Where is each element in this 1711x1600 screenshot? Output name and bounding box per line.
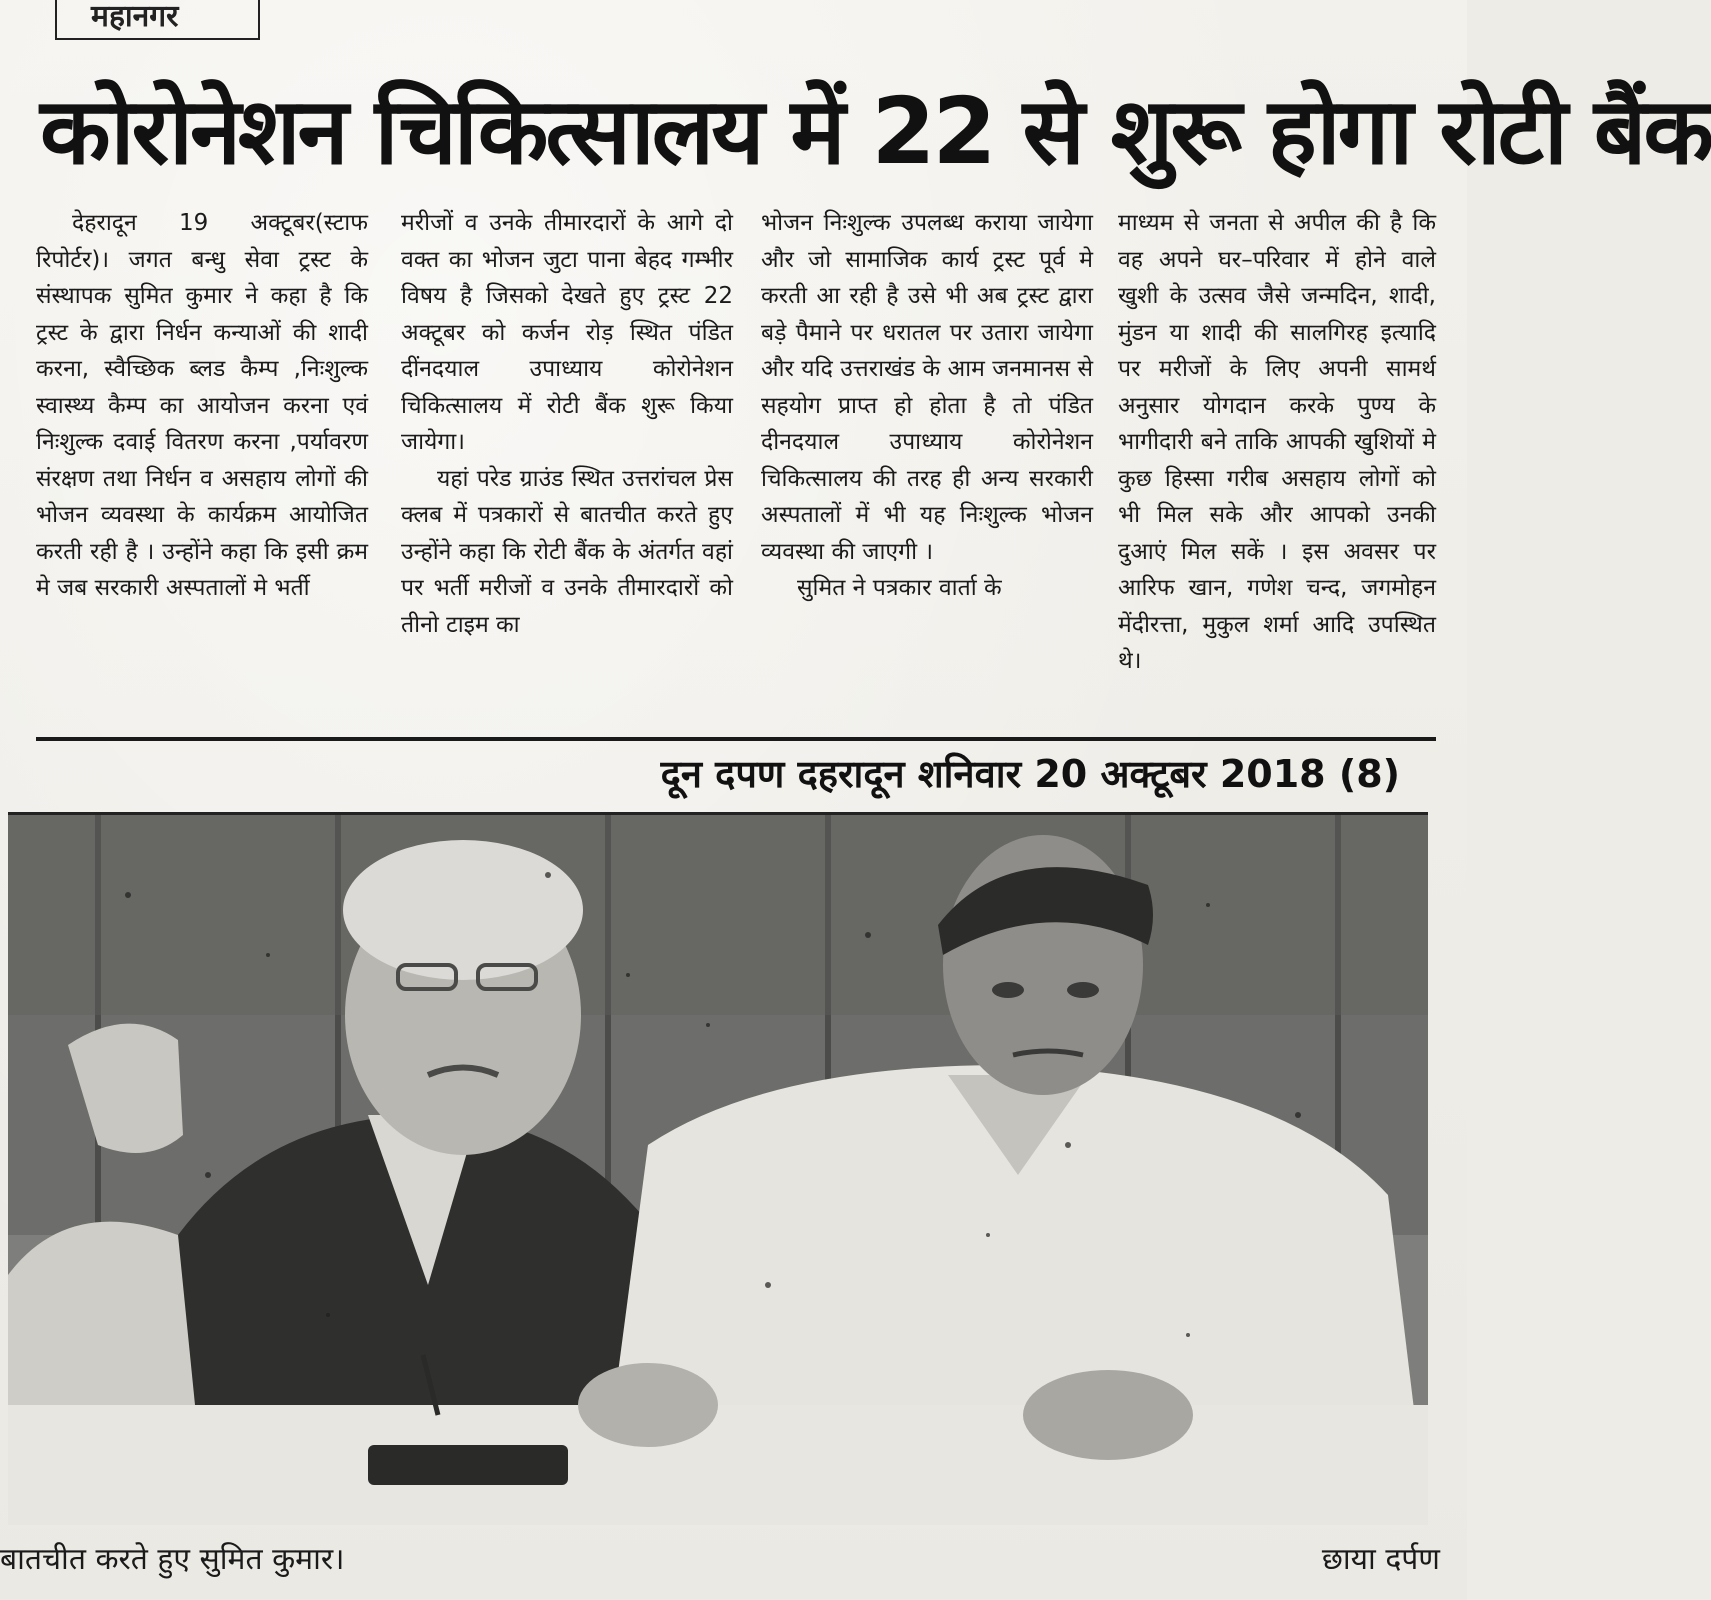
article-column-2 xyxy=(401,205,733,725)
press-photo xyxy=(8,812,1428,1525)
divider-rule xyxy=(36,737,1436,741)
article-paragraph: यहां परेड ग्राउंड स्थित उत्तरांचल प्रेस क्लब में पत्रकारों से बातचीत करते हुए उन्होंने कहा कि रोटी बैंक के अंतर्गत वहां पर भर्ती मरीजों व उनके तीमारदारों को तीनो टाइम का xyxy=(401,465,733,638)
headline: कोरोनेशन चिकित्सालय में 22 से शुरू होगा रोटी बैंक xyxy=(40,78,1711,185)
article-body xyxy=(36,205,1436,725)
article-paragraph: देहरादून 19 अक्टूबर(स्टाफ रिपोर्टर)। जगत बन्धु सेवा ट्रस्ट के संस्थापक सुमित कुमार ने कहा है कि ट्रस्ट के द्वारा निर्धन कन्याओं की शादी करना, स्वैच्छिक ब्लड कैम्प ,निःशुल्क स्वास्थ्य कैम्प का आयोजन करना एवं निःशुल्क दवाई वितरण करना ,पर्यावरण संरक्षण तथा निर्धन व असहाय लोगों की भोजन व्यवस्था के कार्यक्रम आयोजित करती रही है । उन्होंने कहा कि इसी क्रम मे जब सरकारी अस्पतालों मे भर्ती xyxy=(36,210,368,601)
article-paragraph: सुमित ने पत्रकार वार्ता के xyxy=(797,575,1002,601)
article-column-3 xyxy=(761,205,1093,725)
article-paragraph: माध्यम से जनता से अपील की है कि वह अपने घर–परिवार में होने वाले खुशी के उत्सव जैसे जन्मदिन, शादी, मुंडन या शादी की सालगिरह इत्यादि पर मरीजों के लिए अपनी सामर्थ अनुसार योगदान करके पुण्य के भागीदारी बने ताकि आपकी खुशियों मे कुछ हिस्सा गरीब असहाय लोगों को भी मिल सके और आपको उनकी दुआएं मिल सकें । इस अवसर पर आरिफ खान, गणेश चन्द, जगमोहन मेंदीरत्ता, मुकुल शर्मा आदि उपस्थित थे। xyxy=(1118,210,1436,674)
article-paragraph: मरीजों व उनके तीमारदारों के आगे दो वक्त का भोजन जुटा पाना बेहद गम्भीर विषय है जिसको देखते हुए ट्रस्ट 22 अक्टूबर को कर्जन रोड़ स्थित पंडित दींनदयाल उपाध्याय कोरोनेशन चिकित्सालय में रोटी बैंक शुरू किया जायेगा। xyxy=(401,210,733,455)
photo-caption: बातचीत करते हुए सुमित कुमार। xyxy=(0,1542,345,1577)
section-tag: महानगर xyxy=(55,0,260,40)
article-paragraph: भोजन निःशुल्क उपलब्ध कराया जायेगा और जो सामाजिक कार्य ट्रस्ट पूर्व मे करती आ रही है उसे भी अब ट्रस्ट द्वारा बड़े पैमाने पर धरातल पर उतारा जायेगा और यदि उत्तराखंड के आम जनमानस से सहयोग प्राप्त हो होता है तो पंडित दीनदयाल उपाध्याय कोरोनेशन चिकित्सालय की तरह ही अन्य सरकारी अस्पतालों में भी यह निःशुल्क भोजन व्यवस्था की जाएगी । xyxy=(761,210,1093,565)
article-column-1 xyxy=(36,205,368,725)
photo-credit: छाया दर्पण xyxy=(1321,1542,1440,1577)
press-photo-illustration xyxy=(8,815,1428,1525)
article-column-4 xyxy=(1118,205,1436,725)
dateline: दून दपण दहरादून शनिवार 20 अक्टूबर 2018 (8) xyxy=(660,752,1400,796)
